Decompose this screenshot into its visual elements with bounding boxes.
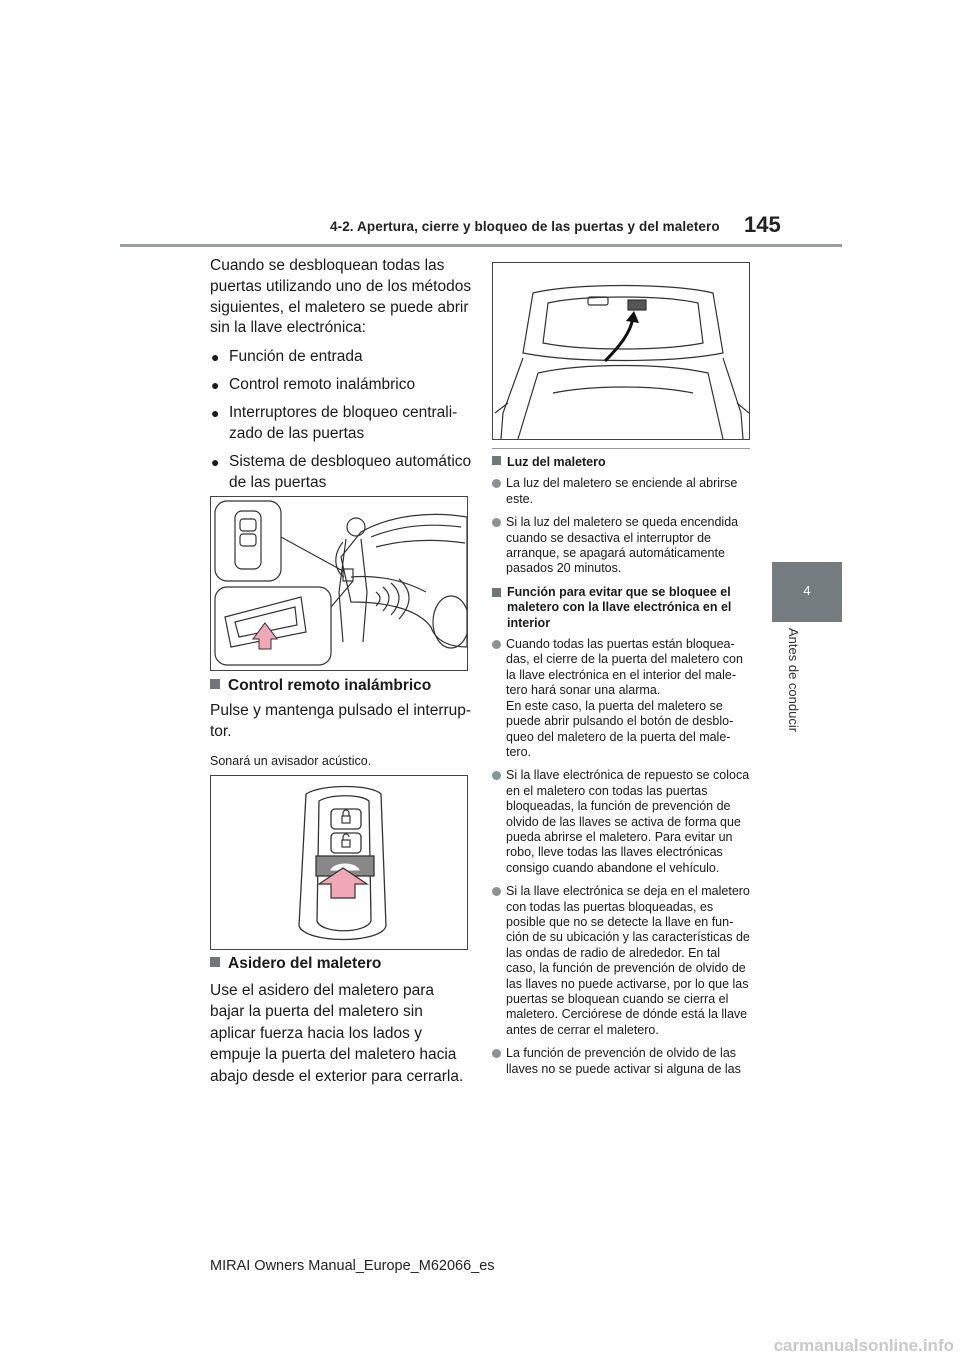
entry-function-figure [210, 496, 468, 671]
open-trunk-illustration [493, 263, 749, 439]
list-item: Cuando todas las puertas están bloqueadas, el cierre de la puerta del maletero con la llave electrónica en el interior del maletero hará sonar una alarma. En este caso, la puerta del maletero se puede abrir pulsando el botón de desbloqueo del maletero de la puerta del maletero. [492, 637, 750, 760]
right-column [492, 455, 750, 1085]
watermark: carmanualsonline.info [773, 1336, 954, 1355]
list-item: La luz del maletero se enciende al abrirse este. [492, 476, 750, 507]
list-item: ● Función de entrada [210, 347, 472, 368]
chapter-number: 4 [803, 583, 811, 598]
chapter-name: Antes de conducir [786, 628, 801, 733]
person-at-trunk-illustration [211, 497, 467, 670]
remote-instruction: Pulse y mantenga pulsado el interruptor. [210, 701, 472, 740]
grip-heading: Asidero del maletero [210, 953, 472, 975]
square-bullet-icon [492, 588, 501, 597]
page-number: 145 [744, 212, 781, 237]
grip-paragraph: Use el asidero del maletero para bajar la puerta del maletero sin aplicar fuerza hacia los lados y empuje la puerta del maletero hacia abajo desde el exterior para cerrarla. [210, 981, 464, 1085]
list-item: ● Interruptores de bloqueo centralizado de las puertas [210, 403, 472, 445]
header-rule [120, 244, 842, 247]
list-item: Si la llave electrónica se deja en el maletero con todas las puertas bloqueadas, es posible que no se detecte la llave en función de su ubicación y las características de las ondas de radio de alrededor. En tal caso, la función de prevención de olvido de las llaves no puede activarse, por lo que las puertas se bloquean cuando se cierra el maletero. Cerciórese de dónde está la llave antes de cerrar el maletero. [492, 884, 750, 1038]
list-item: Si la llave electrónica de repuesto se coloca en el maletero con todas las puertas bloqueadas, la función de prevención de olvido de las llaves se activa de forma que pueda abrirse el maletero. Para evitar un robo, lleve todas las llaves electrónicas consigo cuando abandone el vehículo. [492, 768, 750, 876]
square-bullet-icon [210, 679, 220, 689]
trunk-light-heading: Luz del maletero [492, 455, 750, 470]
grip-section [210, 953, 472, 1087]
trunk-light-list [492, 476, 750, 576]
list-item: La función de prevención de olvido de las llaves no se puede activar si alguna de las [492, 1046, 750, 1077]
list-item: Si la luz del maletero se queda encendida cuando se desactiva el interruptor de arranque, se apagará automáticamente pasados 20 minutos. [492, 515, 750, 577]
trunk-light-figure [492, 262, 750, 440]
manual-footer: MIRAI Owners Manual_Europe_M62066_es [210, 1258, 495, 1274]
list-item: ● Control remoto inalámbrico [210, 375, 472, 396]
square-bullet-icon [210, 957, 220, 967]
lockout-prevention-heading: Función para evitar que se bloquee el maletero con la llave electrónica en el interior [492, 585, 750, 631]
square-bullet-icon [492, 456, 501, 465]
section-title: 4-2. Apertura, cierre y bloqueo de las puertas y del maletero [330, 219, 720, 234]
intro-paragraph: Cuando se desbloquean todas las puertas utilizando uno de los métodos siguientes, el maletero se puede abrir sin la llave electrónica: [210, 257, 472, 337]
list-item: ● Sistema de desbloqueo automático de las puertas [210, 452, 472, 494]
remote-key-figure [210, 775, 468, 950]
remote-note: Sonará un avisador acústico. [210, 754, 372, 769]
remote-heading: Control remoto inalámbrico [210, 676, 472, 697]
remote-section [210, 676, 472, 772]
right-divider [492, 448, 750, 449]
left-column [210, 256, 472, 522]
lockout-prevention-list [492, 637, 750, 1077]
smart-key-illustration [211, 776, 467, 949]
